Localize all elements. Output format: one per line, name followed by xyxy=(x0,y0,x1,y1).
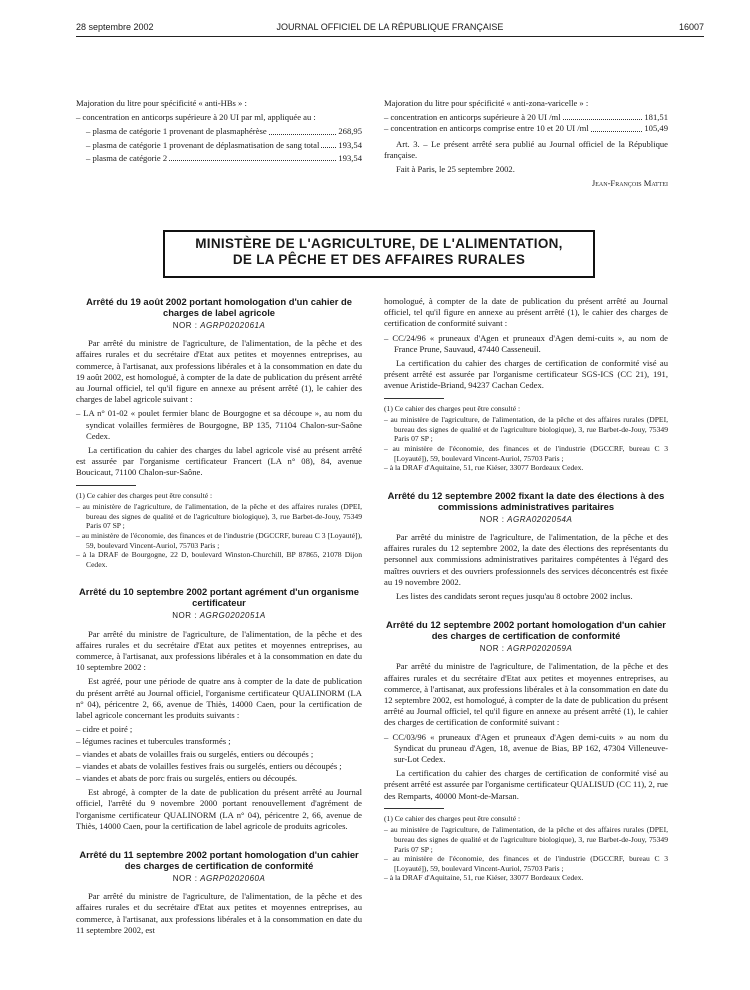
footnote-item: – à la DRAF d'Aquitaine, 51, rue Kiéser, 33077 Bordeaux Cedex. xyxy=(384,873,584,883)
footnote-item: – au ministère de l'économie, des finances et de l'industrie (DGCCRF, bureau C 3 [Loyauté]), 59, boulevard Vincent-Auriol, 75703 Paris ; xyxy=(384,854,668,873)
decree-title: Arrêté du 12 septembre 2002 fixant la date des élections à des commissions administratives paritaires xyxy=(387,489,665,512)
footnote xyxy=(384,404,668,473)
footnote xyxy=(76,491,362,570)
decree-paragraph: La certification du cahier des charges du label agricole visé au présent arrêté est assurée par l'organisme certificateur Francert (LA n° 08), 84, avenue Boucicaut, 71100 Chalon-sur-Saône. xyxy=(76,445,362,478)
decree-paragraph: Est abrogé, à compter de la date de publication du présent arrêté au Journal officiel, l'arrêté du 9 novembre 2000 portant renouvellement d'agrément de l'organisme certificateur QUALINORM (LA n° 04), péricentre 2, 66, avenue de Thiès, 14000 Caen, pour la certification de label agricole de produits agricoles. xyxy=(76,787,362,831)
footnote-item: – au ministère de l'économie, des finances et de l'industrie (DGCCRF, bureau C 3 [Loyauté]), 59, boulevard Vincent-Auriol, 75703 Paris ; xyxy=(384,444,668,463)
decree-title: Arrêté du 10 septembre 2002 portant agrément d'un organisme certificateur xyxy=(79,586,359,609)
header-journal-title: JOURNAL OFFICIEL DE LA RÉPUBLIQUE FRANÇAISE xyxy=(276,22,504,32)
nor-label: NOR : xyxy=(479,514,505,524)
header-date: 28 septembre 2002 xyxy=(76,22,154,32)
tariff-value: 193,54 xyxy=(338,152,362,163)
nor-code: AGRA0202054A xyxy=(507,514,573,524)
footnote-rule xyxy=(384,808,444,809)
list-item: – CC/24/96 « pruneaux d'Agen et pruneaux d'Agen demi-cuits », au nom de France Prune, Sauvaud, 47440 Casseneuil. xyxy=(384,332,668,354)
nor-label: NOR : xyxy=(172,611,197,621)
decree-title: Arrêté du 12 septembre 2002 portant homologation d'un cahier des charges de certification de conformité xyxy=(386,619,666,642)
footnote-item: – à la DRAF de Bourgogne, 22 D, boulevard Winston-Churchill, BP 87865, 21078 Dijon Cedex. xyxy=(76,550,362,569)
decree-paragraph: Par arrêté du ministre de l'agriculture, de l'alimentation, de la pêche et des affaires rurales et du secrétaire d'Etat aux petites et moyennes entreprises, au commerce, à l'artisanat, aux professions libérales et à la consommation en date du 12 septembre 2002, est homologué, à compter de la date de publication du présent arrêté au Journal officiel, tel qu'il figure en annexe au présent arrêté (1), le cahier des charges de certification de conformité suivant : xyxy=(384,661,668,728)
leader-dots xyxy=(563,119,643,120)
right-column xyxy=(384,296,668,886)
footnote-intro: (1) Ce cahier des charges peut être consulté : xyxy=(384,403,521,413)
tariff-row xyxy=(76,140,362,151)
footnote-item: – au ministère de l'économie, des finances et de l'industrie (DGCCRF, bureau C 3 [Loyauté]), 59, boulevard Vincent-Auriol, 75703 Paris ; xyxy=(76,531,362,550)
footnote-item: – au ministère de l'agriculture, de l'alimentation, de la pêche et des affaires rurales (DPEI, bureau des signes de qualité et de l'agriculture biologique), 3, rue Barbet-de-Jouy, 75349 Paris 07 SP ; xyxy=(384,825,668,854)
decree-list xyxy=(76,408,362,442)
tariff-label: – plasma de catégorie 1 provenant de plasmaphérèse xyxy=(86,126,267,137)
tariff-label: – plasma de catégorie 2 xyxy=(86,152,168,163)
tariff-row xyxy=(76,126,362,137)
top-left-column xyxy=(76,98,362,164)
footnote-item: – au ministère de l'agriculture, de l'alimentation, de la pêche et des affaires rurales (DPEI, bureau des signes de qualité et de l'agriculture biologique), 3, rue Barbet-de-Jouy, 75349 Paris 07 SP ; xyxy=(76,502,362,531)
decree-10-septembre xyxy=(76,586,362,832)
decree-19-aout xyxy=(76,296,362,569)
list-item: – viandes et abats de volailles festives frais ou surgelés, entiers ou découpés ; xyxy=(76,760,342,771)
leader-dots xyxy=(169,160,336,161)
nor-reference xyxy=(76,873,362,884)
footnote-rule xyxy=(384,398,444,399)
decree-12-septembre-elections xyxy=(384,490,668,602)
tariff-value: 105,49 xyxy=(644,123,668,134)
nor-reference xyxy=(384,514,668,525)
footnote xyxy=(384,814,668,883)
list-item: – LA n° 01-02 « poulet fermier blanc de Bourgogne et sa découpe », au nom du syndicat volailles fermières de Bourgogne, BP 135, 71104 Chalon-sur-Saône Cedex. xyxy=(76,408,362,441)
nor-reference xyxy=(76,320,362,331)
decree-12-septembre-homologation xyxy=(384,619,668,883)
tariff-row xyxy=(384,123,668,134)
ministry-heading-line2: DE LA PÊCHE ET DES AFFAIRES RURALES xyxy=(232,252,526,267)
decree-paragraph: Par arrêté du ministre de l'agriculture, de l'alimentation, de la pêche et des affaires rurales du 12 septembre 2002, la date des élections des représentants du personnel aux commissions administratives paritaires compétentes à l'égard des maîtres ouvriers et des ouvriers professionnels des services déconcentrés est fixée au 19 novembre 2002. xyxy=(384,531,668,587)
anti-hbs-item: – concentration en anticorps supérieure à 20 UI par ml, appliquée au : xyxy=(76,112,316,123)
nor-code: AGRP0202059A xyxy=(507,644,573,654)
nor-reference xyxy=(384,643,668,654)
list-item: – viandes et abats de volailles frais ou surgelés, entiers ou découpés ; xyxy=(76,748,314,759)
header-rule xyxy=(76,36,704,37)
decree-paragraph: La certification du cahier des charges de certification de conformité visé au présent arrêté est assurée par l'organisme certificateur QUALISUD (CC 11), 2, rue des Remparts, 40000 Mont-de-Marsan. xyxy=(384,768,668,801)
anti-zona-intro: Majoration du litre pour spécificité « anti-zona-varicelle » : xyxy=(384,98,589,108)
list-item: – cidre et poiré ; xyxy=(76,724,133,735)
nor-reference xyxy=(76,610,362,621)
footnote-intro: (1) Ce cahier des charges peut être consulté : xyxy=(76,490,213,500)
tariff-label: – concentration en anticorps comprise entre 10 et 20 UI /ml xyxy=(384,123,589,134)
decree-paragraph-continued: homologué, à compter de la date de publication du présent arrêté au Journal officiel, tel qu'il figure en annexe au présent arrêté (1), le cahier des charges de certification de conformité suivant : xyxy=(384,296,668,329)
ministry-heading-line1: MINISTÈRE DE L'AGRICULTURE, DE L'ALIMENTATION, xyxy=(195,236,563,251)
decree-paragraph: Par arrêté du ministre de l'agriculture, de l'alimentation, de la pêche et des affaires rurales et du secrétaire d'Etat aux petites et moyennes entreprises, au commerce, à l'artisanat, aux professions libérales et à la consommation en date du 19 août 2002, est homologué, à compter de la date de publication du présent arrêté au Journal officiel, tel qu'il figure en annexe au présent arrêté (1), le cahier des charges de label agricole suivant : xyxy=(76,338,362,405)
left-column xyxy=(76,296,362,939)
tariff-value: 268,95 xyxy=(338,126,362,137)
leader-dots xyxy=(321,147,336,148)
nor-label: NOR : xyxy=(479,644,505,654)
nor-code: AGRP0202060A xyxy=(200,874,266,884)
decree-11-septembre xyxy=(76,849,362,936)
decree-paragraph: Par arrêté du ministre de l'agriculture, de l'alimentation, de la pêche et des affaires rurales et du secrétaire d'Etat aux petites et moyennes entreprises, au commerce, à l'artisanat, aux professions libérales et à la consommation en date du 10 septembre 2002 : xyxy=(76,628,362,673)
tariff-label: – concentration en anticorps supérieure à 20 UI /ml xyxy=(384,112,561,123)
ministry-heading-box xyxy=(163,230,595,278)
minister-signature: Jean-François Mattei xyxy=(591,178,668,189)
nor-code: AGRG0202051A xyxy=(199,611,266,621)
tariff-row xyxy=(384,112,668,123)
decree-paragraph: Est agréé, pour une période de quatre ans à compter de la date de publication du présent arrêté au Journal officiel, l'organisme certificateur QUALINORM (LA n° 04), péricentre 2, 66, avenue de Thiès, 14000 Caen, pour la certification de label agricole concernant les produits suivants : xyxy=(76,676,362,721)
signing-place-date: Fait à Paris, le 25 septembre 2002. xyxy=(396,164,515,175)
tariff-row xyxy=(76,153,362,164)
footnote-item: – au ministère de l'agriculture, de l'alimentation, de la pêche et des affaires rurales (DPEI, bureau des signes de qualité et de l'agriculture biologique), 3, rue Barbet-de-Jouy, 75349 Paris 07 SP ; xyxy=(384,415,668,444)
anti-hbs-intro: Majoration du litre pour spécificité « anti-HBs » : xyxy=(76,98,247,108)
list-item: – viandes et abats de porc frais ou surgelés, entiers ou découpés. xyxy=(76,773,298,784)
running-header xyxy=(76,22,704,34)
decree-paragraph: Par arrêté du ministre de l'agriculture, de l'alimentation, de la pêche et des affaires rurales et du secrétaire d'Etat aux petites et moyennes entreprises, au commerce, à l'artisanat, aux professions libérales et à la consommation en date du 11 septembre 2002, est xyxy=(76,891,362,935)
decree-paragraph: Les listes des candidats seront reçues jusqu'au 8 octobre 2002 inclus. xyxy=(396,591,633,601)
decree-list xyxy=(384,333,668,355)
tariff-label: – plasma de catégorie 1 provenant de déplasmatisation de sang total xyxy=(86,139,320,150)
nor-code: AGRP0202061A xyxy=(200,321,266,330)
footnote-intro: (1) Ce cahier des charges peut être consulté : xyxy=(384,813,521,823)
article-3: Art. 3. – Le présent arrêté sera publié au Journal officiel de la République française. xyxy=(384,138,668,160)
leader-dots xyxy=(591,131,643,132)
footnote-rule xyxy=(76,485,136,486)
decree-title: Arrêté du 19 août 2002 portant homologation d'un cahier de charges de label agricole xyxy=(86,296,352,318)
decree-list xyxy=(384,732,668,766)
decree-title: Arrêté du 11 septembre 2002 portant homologation d'un cahier des charges de certification de conformité xyxy=(79,849,359,872)
nor-label: NOR : xyxy=(172,874,198,884)
tariff-value: 181,51 xyxy=(644,112,668,123)
decree-list xyxy=(76,724,362,784)
list-item: – légumes racines et tubercules transformés ; xyxy=(76,736,231,747)
decree-paragraph: La certification du cahier des charges de certification de conformité visé au présent arrêté est assurée par l'organisme certificateur SGS-ICS (CC 21), 191, avenue Aristide-Briand, 94237 Cachan Cedex. xyxy=(384,358,668,391)
footnote-item: – à la DRAF d'Aquitaine, 51, rue Kiéser, 33077 Bordeaux Cedex. xyxy=(384,463,584,473)
list-item: – CC/03/96 « pruneaux d'Agen et pruneaux d'Agen demi-cuits » au nom du Syndicat du pruneau d'Agen, 18, avenue de Bias, BP 162, 47304 Villeneuve-sur-Lot Cedex. xyxy=(384,731,668,765)
top-right-column xyxy=(384,98,668,189)
header-page-number: 16007 xyxy=(678,22,704,32)
nor-label: NOR : xyxy=(172,321,198,330)
leader-dots xyxy=(269,134,337,135)
tariff-value: 193,54 xyxy=(338,139,362,150)
